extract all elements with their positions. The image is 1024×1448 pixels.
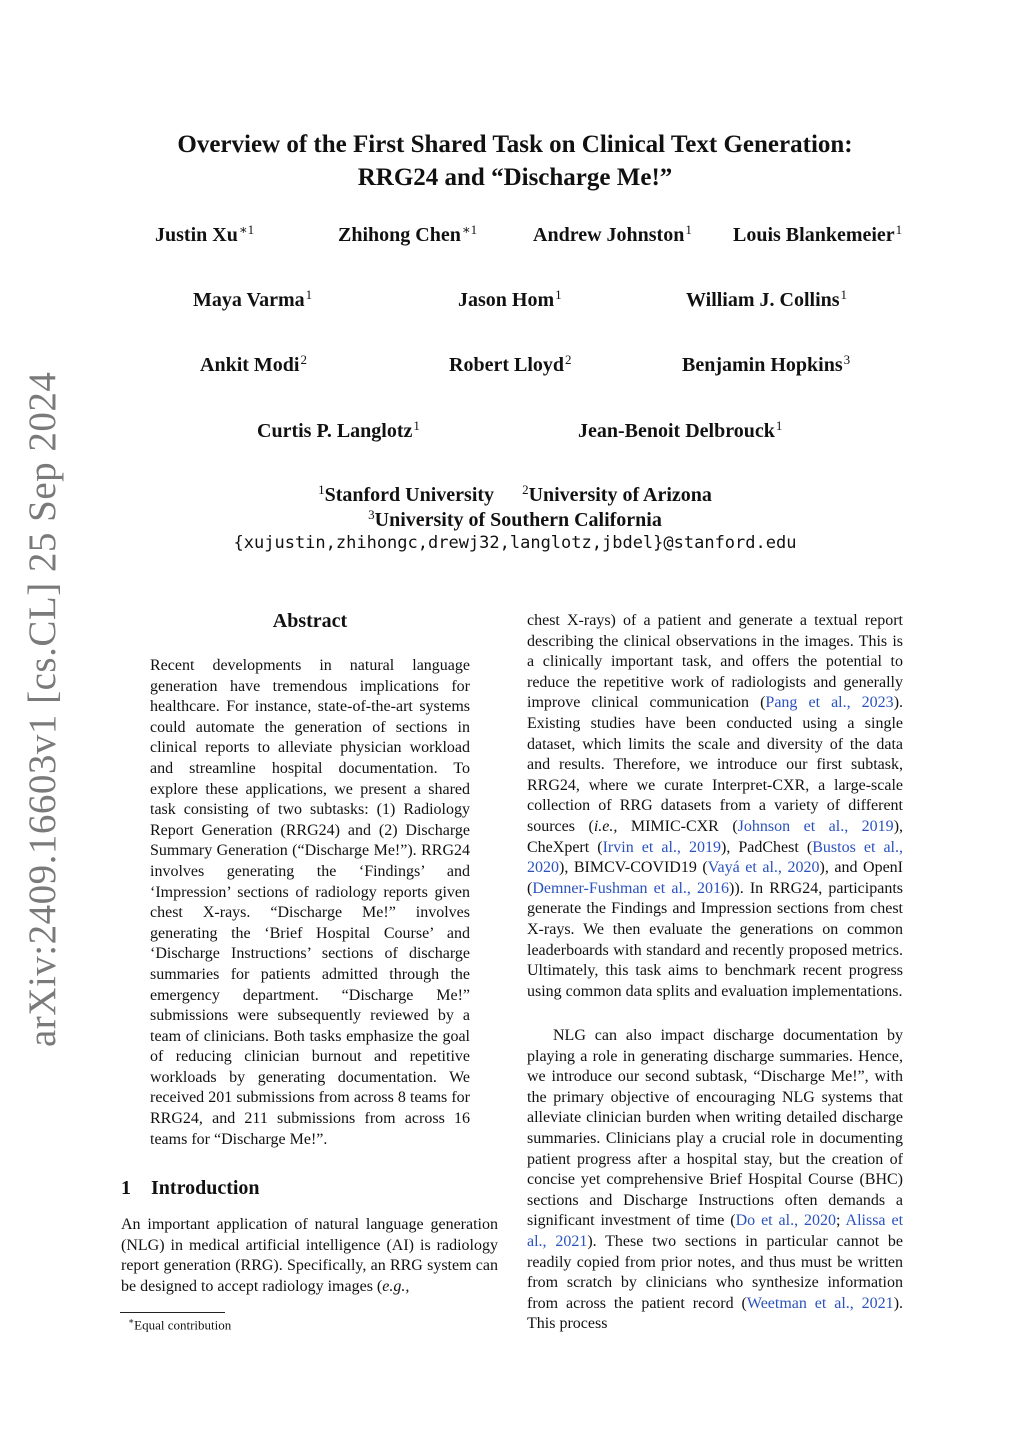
citation-link[interactable]: Weetman et al., 2021	[746, 1294, 894, 1312]
abstract-text: Recent developments in natural language generation have tremendous implications for healthcare. For instance, state-of-the-art systems could automate the generation of sections in clinical reports to alleviate physician workload and streamline hospital documentation. To explore these applications, we present a shared task consisting of two subtasks: (1) Radiology Report Generation (RRG24) and (2) Discharge Summary Generation (“Discharge Me!”). RRG24 involves generating the ‘Findings’ and ‘Impression’ sections of radiology reports given chest X-rays. “Discharge Me!” involves generating the ‘Brief Hospital Course’ and ‘Discharge Instructions’ sections of discharge summaries for patients admitted through the emergency department. “Discharge Me!” submissions were subsequently reviewed by a team of clinicians. Both tasks emphasize the goal of reducing clinician burnout and repetitive workloads by generating documentation. We received 201 submissions from across 8 teams for RRG24, and 211 submissions from across 16 teams for “Discharge Me!”.	[150, 657, 470, 1148]
citation-link[interactable]: Irvin et al., 2019	[602, 838, 721, 856]
author: Jean-Benoit Delbrouck$^1$	[578, 418, 783, 442]
footnote-rule	[120, 1312, 225, 1313]
title-line-1: Overview of the First Shared Task on Clinical Text Generation:	[177, 131, 853, 158]
author: Justin $Xu^{∗1}$	[155, 222, 255, 246]
abstract-heading: Abstract	[272, 610, 348, 632]
author: Ankit Modi$^2$	[200, 352, 307, 376]
author: Maya Varma$^1$	[193, 287, 313, 311]
author: Jason Hom$^1$	[458, 287, 562, 311]
footnote: ∗Equal contribution	[128, 1316, 232, 1333]
citation-link[interactable]: Do et al., 2020	[735, 1212, 837, 1230]
author: Benjamin Hopkins$^3$	[682, 352, 851, 376]
author: Robert Lloyd$^2$	[449, 352, 572, 376]
author-emails: {xujustin,zhihongc,drewj32,langlotz,jbdel}@stanford.edu	[233, 533, 797, 553]
title-line-2: RRG24 and “Discharge Me!”	[357, 164, 673, 191]
section-heading-introduction: 1 Introduction	[121, 1177, 260, 1199]
intro-paragraph-left: An important application of natural language generation (NLG) in medical artificial intelligence (AI) is radiology report generation (RRG). Specifically, an RRG system can be designed to accept radiology images (e.g.,	[121, 1216, 498, 1295]
citation-link[interactable]: Alissa et al., 2021	[527, 1212, 904, 1250]
author: Louis Blankemeier$^1$	[733, 222, 903, 246]
citation-link[interactable]: Johnson et al., 2019	[737, 817, 894, 835]
author: William J. Collins$^1$	[686, 287, 848, 311]
citation-link[interactable]: Bustos et al., 2020	[527, 838, 904, 877]
author: Zhihong Chen$^{∗1}$	[338, 222, 478, 246]
intro-paragraph-right-1: chest X-rays) of a patient and generate a textual report describing the clinical observations in the images. This is a clinically important task, and offers the potential to reduce the repetitive work of radiologists and generally improve clinical communication (Pang et al., 2023). Existing studies have been conducted using a single dataset, which limits the scale and diversity of the data and results. Therefore, we introduce our first subtask, RRG24, where we curate Interpret-CXR, a large-scale collection of RRG datasets from a variety of different sources (i.e., MIMIC-CXR (Johnson et al., 2019), CheXpert (Irvin et al., 2019), PadChest (Bustos et al., 2020), BIMCV-COVID19 (Vayá et al., 2020), and OpenI (Demner-Fushman et al., 2016)). In RRG24, participants generate the Findings and Impression sections from chest X-rays. We then evaluate the generations on common leaderboards with standard and recently proposed metrics. Ultimately, this task aims to benchmark recent progress using common data splits and evaluation implementations.	[527, 612, 904, 1000]
paper-title	[120, 128, 910, 194]
author: Andrew Johnston$^1$	[533, 222, 692, 246]
citation-link[interactable]: Vayá et al., 2020	[707, 859, 820, 877]
author: Curtis P. Langlotz$^1$	[257, 418, 420, 442]
affiliation-line-1: $^1$Stanford University $^2$University of Arizona	[318, 482, 712, 506]
affiliation-line-2: $^3$University of Southern California	[368, 507, 662, 531]
citation-link[interactable]: Demner-Fushman et al., 2016	[532, 879, 730, 897]
arxiv-stamp: arXiv:2409.16603v1 [cs.CL] 25 Sep 2024	[21, 371, 64, 1047]
intro-paragraph-right-2: NLG can also impact discharge documentation by playing a role in generating discharge summaries. Hence, we introduce our second subtask, “Discharge Me!”, with the primary objective of encouraging NLG systems that alleviate clinician burden when writing detailed discharge summaries. Clinicians play a crucial role in documenting patient progress after a hospital stay, but the creation of concise yet comprehensive Brief Hospital Course (BHC) sections and Discharge Instructions often demands a significant investment of time (Do et al., 2020; Alissa et al., 2021). These two sections in particular cannot be readily copied from prior notes, and thus must be written from scratch by clinicians who synthesize information from across the patient record (Weetman et al., 2021). This process	[527, 1027, 904, 1333]
citation-link[interactable]: Pang et al., 2023	[765, 694, 894, 712]
